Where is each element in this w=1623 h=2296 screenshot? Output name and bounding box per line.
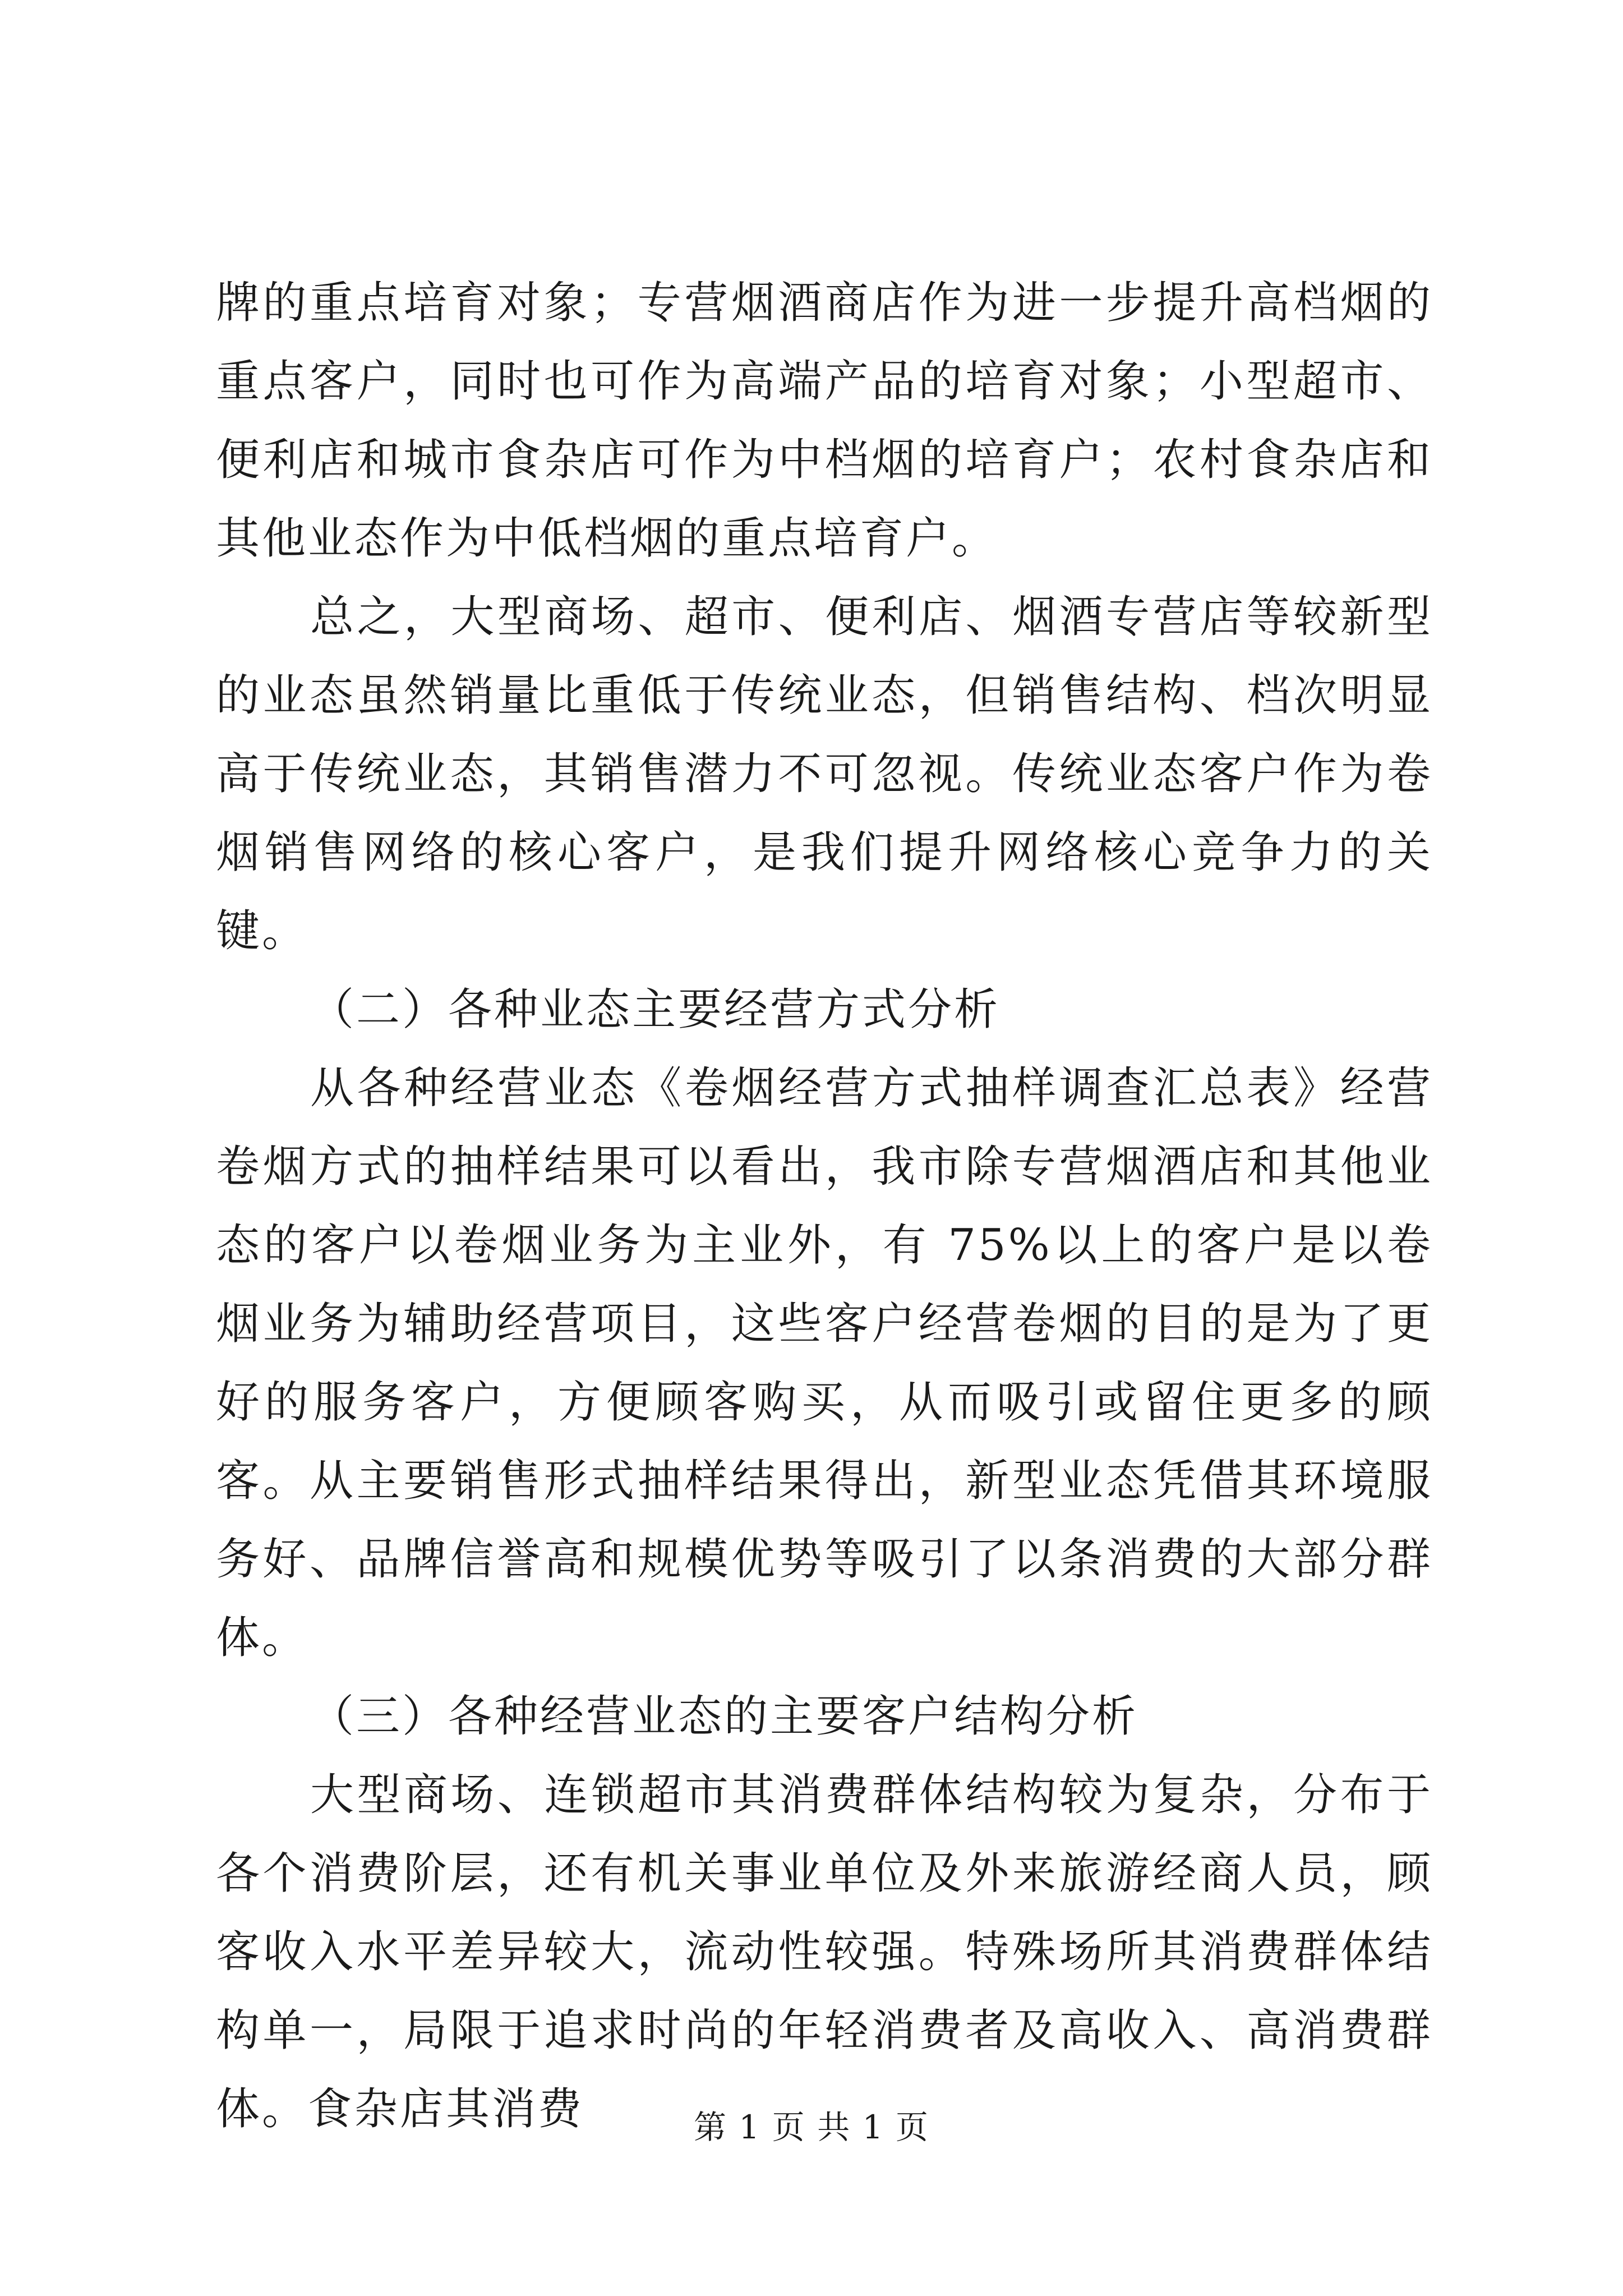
section-heading-2: （二）各种业态主要经营方式分析	[310, 984, 1000, 1035]
paragraph-continuation: 牌的重点培育对象；专营烟酒商店作为进一步提升高档烟的重点客户，同时也可作为高端产品的培育对象；小型超市、便利店和城市食杂店可作为中档烟的培育户；农村食杂店和其他业态作为中低档烟的重点培育户。	[216, 278, 1433, 564]
document-body	[216, 264, 1433, 2148]
page-footer: 第 1 页 共 1 页	[694, 2108, 929, 2146]
paragraph-business-mode: 从各种经营业态《卷烟经营方式抽样调查汇总表》经营卷烟方式的抽样结果可以看出，我市除专营烟酒店和其他业态的客户以卷烟业务为主业外，有 75%以上的客户是以卷烟业务为辅助经营项目，这些客户经营卷烟的目的是为了更好的服务客户，方便顾客购买，从而吸引或留住更多的顾客。从主要销售形式抽样结果得出，新型业态凭借其环境服务好、品牌信誉高和规模优势等吸引了以条消费的大部分群体。	[216, 1063, 1433, 1663]
paragraph-customer-structure: 大型商场、连锁超市其消费群体结构较为复杂，分布于各个消费阶层，还有机关事业单位及外来旅游经商人员，顾客收入水平差异较大，流动性较强。特殊场所其消费群体结构单一，局限于追求时尚的年轻消费者及高收入、高消费群体。食杂店其消费	[216, 1770, 1433, 2134]
paragraph-summary: 总之，大型商场、超市、便利店、烟酒专营店等较新型的业态虽然销量比重低于传统业态，但销售结构、档次明显高于传统业态，其销售潜力不可忽视。传统业态客户作为卷烟销售网络的核心客户，是我们提升网络核心竞争力的关键。	[216, 592, 1433, 956]
section-heading-3: （三）各种经营业态的主要客户结构分析	[310, 1691, 1138, 1742]
